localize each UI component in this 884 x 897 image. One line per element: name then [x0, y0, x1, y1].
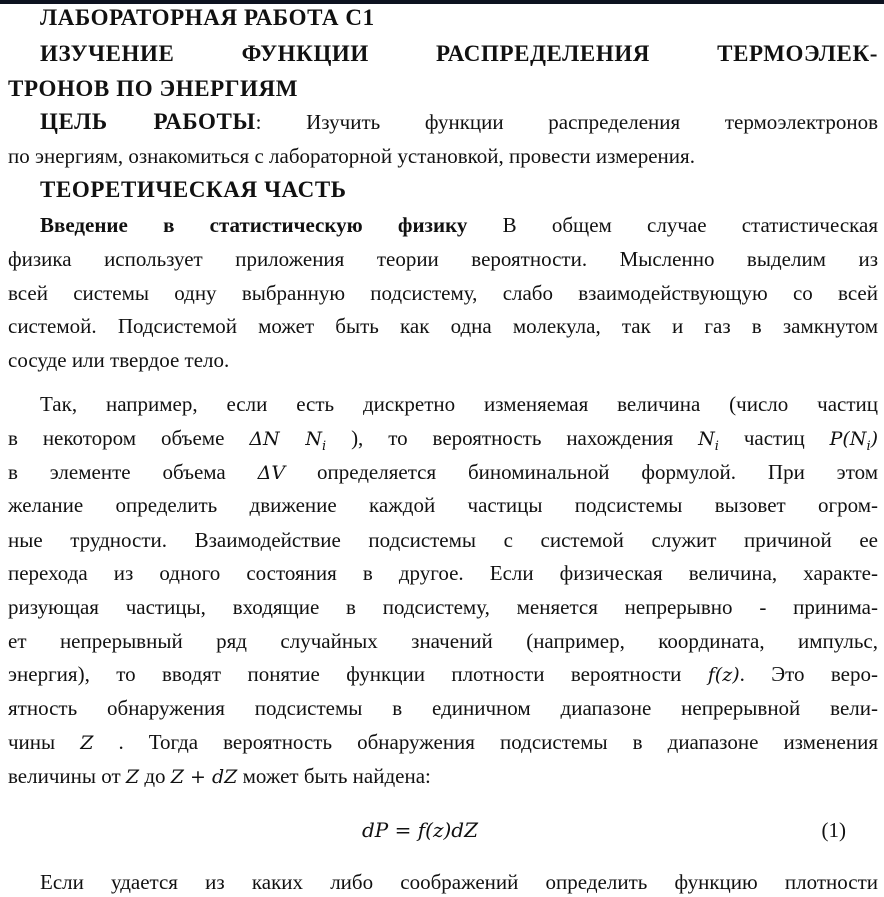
math-expression: f(z) [707, 664, 740, 686]
text-run: в некотором объеме [8, 426, 250, 450]
text-line [8, 280, 878, 306]
equation-text: dP = f(z)dZ [362, 818, 478, 842]
text-run: В общем случае статистическая [467, 213, 879, 237]
text-line [40, 391, 878, 417]
text-run: всей системы одну выбранную подсистему, слабо взаимодействующую со всей [8, 281, 878, 305]
text-run: ризующая частицы, входящие в подсистему, меняется непрерывно - принима- [8, 595, 878, 619]
equation-number: (1) [821, 818, 846, 842]
text-run: сосуде или твердое тело. [8, 348, 230, 372]
text-run: ные трудности. Взаимодействие подсистемы с системой служит причиной ее [8, 528, 878, 552]
bold-run-in-heading: Введение в статистическую физику [40, 213, 468, 237]
text-line [8, 459, 878, 486]
text-line [8, 425, 878, 460]
text-line [40, 5, 878, 31]
text-run: желание определить движение каждой частицы подсистемы вызовет огром- [8, 493, 878, 517]
text-line [8, 246, 878, 272]
text-line [40, 869, 878, 895]
text-run: . Это веро- [739, 662, 878, 686]
text-run: может быть найдена: [237, 764, 431, 788]
text-run: Так, например, если есть дискретно изменяемая величина (число частиц [40, 392, 878, 416]
text-line [8, 347, 878, 373]
text-line [8, 527, 878, 553]
text-run: ), то вероятность нахождения [326, 426, 699, 450]
text-line [8, 594, 878, 620]
math-expression: $P(N_i)$ [829, 428, 879, 454]
math-expression: Z + dZ [170, 766, 238, 788]
text-run: Если удается из каких либо соображений определить функцию плотности [40, 870, 878, 894]
text-line [8, 76, 878, 102]
text-line [40, 109, 878, 135]
text-line [8, 695, 878, 721]
text-line [8, 560, 878, 586]
text-line [40, 177, 878, 203]
text-run: ятность обнаружения подсистемы в единичном диапазоне непрерывной вели- [8, 696, 878, 720]
text-line [8, 628, 878, 654]
text-run: в элементе объема [8, 460, 258, 484]
text-line [40, 41, 878, 67]
text-line [40, 212, 878, 238]
text-run: ТЕОРЕТИЧЕСКАЯ ЧАСТЬ [40, 177, 347, 202]
text-line [8, 729, 878, 756]
text-line [8, 763, 878, 790]
math-expression: ΔV [257, 462, 286, 484]
math-expression: $N_i$ [698, 428, 719, 454]
text-run: ЛАБОРАТОРНАЯ РАБОТА C1 [40, 5, 375, 30]
text-line [8, 143, 878, 169]
text-line [8, 313, 878, 339]
text-line [8, 492, 878, 518]
text-run: ет непрерывный ряд случайных значений (например, координата, импульс, [8, 629, 878, 653]
text-run: чины [8, 730, 81, 754]
text-run: физика использует приложения теории вероятности. Мысленно выделим из [8, 247, 878, 271]
text-run: : Изучить функции распределения термоэлектронов [255, 110, 878, 134]
text-run: перехода из одного состояния в другое. Если физическая величина, характе- [8, 561, 878, 585]
text-run: по энергиям, ознакомиться с лабораторной установкой, провести измерения. [8, 144, 695, 168]
text-run: энергия), то вводят понятие функции плотности вероятности [8, 662, 708, 686]
text-run: ИЗУЧЕНИЕ ФУНКЦИИ РАСПРЕДЕЛЕНИЯ ТЕРМОЭЛЕК- [40, 41, 878, 66]
text-run: . Тогда вероятность обнаружения подсистемы в диапазоне изменения [93, 730, 878, 754]
text-run: определяется биноминальной формулой. При этом [285, 460, 878, 484]
math-expression: ΔN $N_i$ [249, 428, 327, 454]
math-expression: Z [125, 766, 140, 788]
text-run: системой. Подсистемой может быть как одна молекула, так и газ в замкнутом [8, 314, 878, 338]
text-run: величины от [8, 764, 126, 788]
bold-run-in-heading: ЦЕЛЬ РАБОТЫ [40, 109, 256, 134]
top-edge-bar [0, 0, 884, 4]
text-run: до [139, 764, 171, 788]
math-expression: Z [80, 732, 94, 754]
text-run: ТРОНОВ ПО ЭНЕРГИЯМ [8, 76, 299, 101]
text-line [8, 661, 878, 688]
text-run: частиц [718, 426, 830, 450]
